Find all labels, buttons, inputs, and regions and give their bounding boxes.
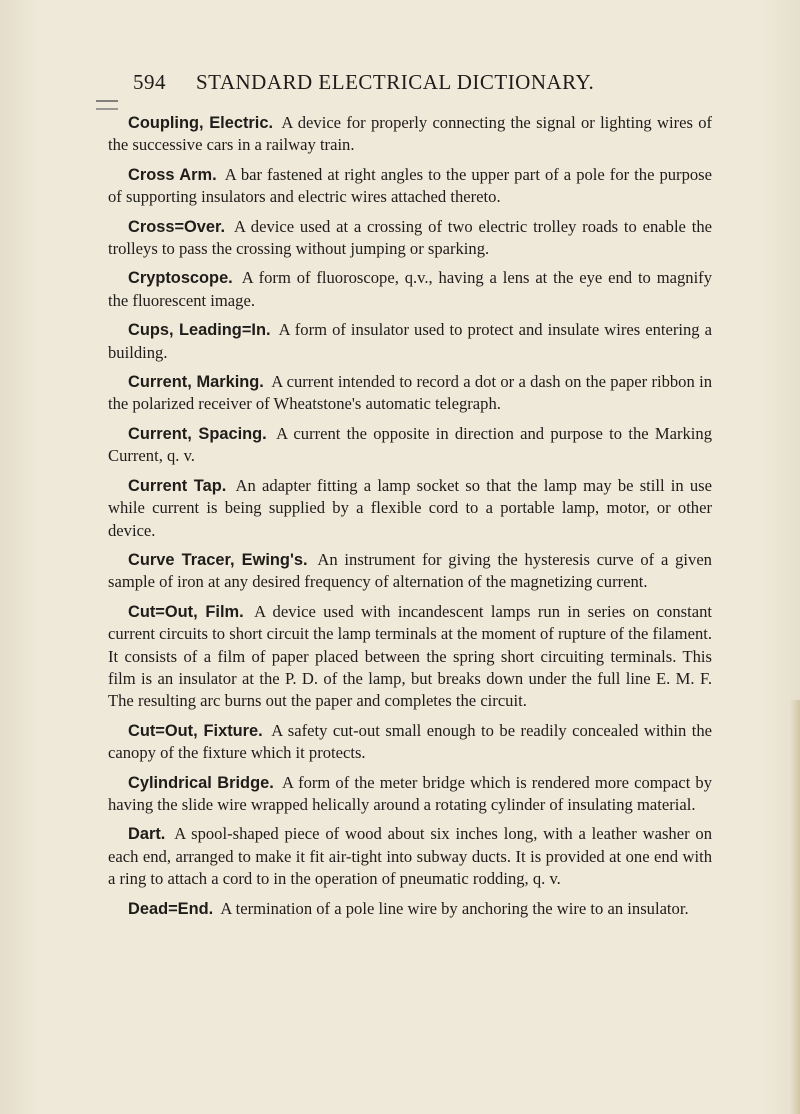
- dictionary-entry: [108, 898, 712, 920]
- entry-definition: A device for properly connecting the signal or lighting wires of the successive cars in a railway train.: [108, 113, 713, 155]
- entry-term: Cut=Out, Fixture.: [128, 721, 263, 740]
- entry-definition: A termination of a pole line wire by anchoring the wire to an insulator.: [220, 898, 689, 918]
- dictionary-entry: [108, 549, 712, 594]
- entry-term: Current, Spacing.: [128, 424, 267, 443]
- page-number: 594: [133, 70, 166, 94]
- entry-definition: An instrument for giving the hysteresis curve of a given sample of iron at any desired frequency of alternation of the magnetizing current.: [108, 549, 712, 592]
- dictionary-entry: [108, 164, 712, 209]
- entry-term: Coupling, Electric.: [128, 114, 274, 132]
- dictionary-entry: [108, 720, 712, 765]
- dictionary-entry: [108, 112, 712, 157]
- entry-term: Current Tap.: [128, 476, 227, 495]
- dictionary-entry: [108, 772, 712, 817]
- entry-definition: A form of insulator used to protect and insulate wires entering a building.: [108, 320, 713, 362]
- entry-definition: A current the opposite in direction and purpose to the Marking Current, q. v.: [108, 423, 713, 466]
- entry-term: Cross Arm.: [128, 165, 217, 184]
- page-edge-mark: [96, 100, 118, 110]
- dictionary-entry: [108, 823, 712, 890]
- dictionary-entry: [108, 319, 712, 364]
- entry-definition: A spool-shaped piece of wood about six inches long, with a leather washer on each end, arranged to make it fit air-tight into subway ducts. It is provided at one end with a ring to attach a cord to in the operation of pneumatic rodding, q. v.: [108, 824, 713, 889]
- entry-definition: A device used with incandescent lamps run in series on constant current circuits to short circuit the lamp terminals at the moment of rupture of the filament. It consists of a film of paper placed between the spring short circuiting terminals. This film is an insulator at the P. D. of the lamp, but breaks down under the full line E. M. F. The resulting arc burns out the paper and completes the circuit.: [108, 601, 712, 711]
- entry-definition: A form of the meter bridge which is rendered more compact by having the slide wire wrapped helically around a rotating cylinder of insulating material.: [108, 772, 712, 814]
- dictionary-entry: [108, 371, 712, 416]
- dictionary-entry: [108, 423, 712, 468]
- entry-term: Dead=End.: [128, 899, 214, 918]
- running-header: [133, 70, 733, 104]
- entry-term: Cylindrical Bridge.: [128, 773, 274, 792]
- entry-term: Dart.: [128, 825, 166, 844]
- dictionary-entry: [108, 601, 712, 713]
- entry-term: Cups, Leading=In.: [128, 321, 271, 340]
- page-edge-shadow: [790, 700, 800, 1114]
- entry-definition: A bar fastened at right angles to the upper part of a pole for the purpose of supporting insulators and electric wires attached thereto.: [108, 164, 712, 207]
- entry-term: Cross=Over.: [128, 217, 226, 236]
- entry-definition: A safety cut-out small enough to be readily concealed within the canopy of the fixture which it protects.: [108, 720, 712, 763]
- dictionary-entry: [108, 475, 712, 542]
- dictionary-entry: [108, 216, 712, 261]
- entry-definition: A device used at a crossing of two electric trolley roads to enable the trolleys to pass the crossing without jumping or sparking.: [108, 216, 712, 259]
- entry-term: Current, Marking.: [128, 373, 264, 392]
- entry-term: Cryptoscope.: [128, 269, 233, 288]
- entry-list: [108, 112, 712, 927]
- entry-definition: A form of fluoroscope, q.v., having a lens at the eye end to magnify the fluorescent image.: [108, 268, 713, 310]
- entry-definition: A current intended to record a dot or a dash on the paper ribbon in the polarized receiver of Wheatstone's automatic telegraph.: [108, 372, 712, 414]
- entry-term: Cut=Out, Film.: [128, 602, 244, 621]
- entry-definition: An adapter fitting a lamp socket so that the lamp may be still in use while current is being supplied by a flexible cord to a portable lamp, motor, or other device.: [108, 475, 712, 540]
- dictionary-entry: [108, 267, 712, 312]
- running-title: STANDARD ELECTRICAL DICTIONARY.: [196, 70, 595, 94]
- entry-term: Curve Tracer, Ewing's.: [128, 550, 308, 569]
